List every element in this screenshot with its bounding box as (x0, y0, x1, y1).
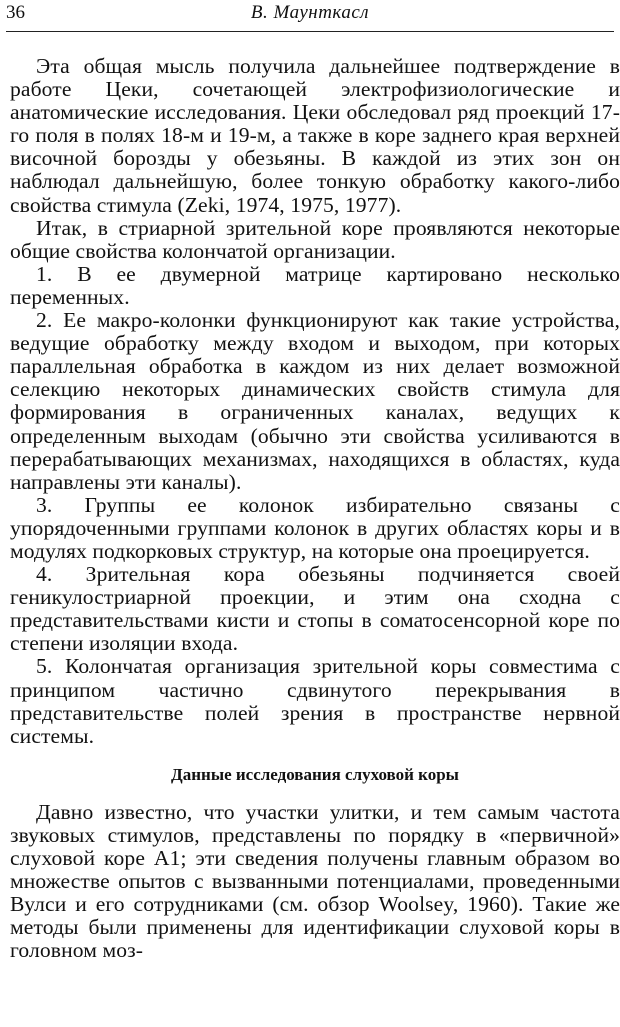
page-header (6, 0, 614, 28)
running-head-author: В. Маунткасл (250, 2, 370, 23)
body-text (10, 55, 620, 962)
list-item-1: 1. В ее двумерной матрице картировано несколько переменных. (10, 261, 620, 309)
paragraph-auditory-cortex: Давно известно, что участки улитки, и тем самым частота звуковых стимулов, представлены по порядку в «первичной» слуховой коре А1; эти сведения получены главным образом во множестве опытов с вызванными потенциалами, проведенными Вулси и его сотрудниками (см. обзор Woolsey, 1960). Такие же методы были применены для идентификации слуховой коры в головном моз- (10, 799, 620, 963)
list-item-2: 2. Ее макро-колонки функционируют как такие устройства, ведущие обработку между входом и выходом, при которых параллельная обработка в каждом из них делает возможной селекцию некоторых динамических свойств стимула для формирования в ограниченных каналах, ведущих к определенным выходам (обычно эти свойства усиливаются в перерабатывающих механизмах, находящихся в областях, куда направлены эти каналы). (10, 308, 620, 494)
paragraph-summary-intro: Итак, в стриарной зрительной коре проявляются некоторые общие свойства колончатой организации. (10, 215, 620, 263)
list-item-5: 5. Колончатая организация зрительной коры совместима с принципом частично сдвинутого перекрывания в представительстве полей зрения в пространстве нервной системы. (10, 654, 620, 748)
header-rule (6, 31, 614, 32)
list-item-3: 3. Группы ее колонок избирательно связаны с упорядоченными группами колонок в других областях коры и в модулях подкорковых структур, на которые она проецируется. (10, 492, 620, 563)
paragraph-zeki: Эта общая мысль получила дальнейшее подтверждение в работе Цеки, сочетающей электрофизиологические и анатомические исследования. Цеки обследовал ряд проекций 17-го поля в полях 18-м и 19-м, а также в коре заднего края верхней височной борозды у обезьяны. В каждой из этих зон он наблюдал дальнейшую, более тонкую обработку какого-либо свойства стимула (Zeki, 1974, 1975, 1977). (10, 54, 620, 217)
section-heading: Данные исследования слуховой коры (171, 764, 459, 784)
page-number: 36 (6, 2, 25, 23)
list-item-4: 4. Зрительная кора обезьяны подчиняется своей геникулостриарной проекции, и этим она сходна с представительствами кисти и стопы в соматосенсорной коре по степени изоляции входа. (10, 562, 620, 656)
